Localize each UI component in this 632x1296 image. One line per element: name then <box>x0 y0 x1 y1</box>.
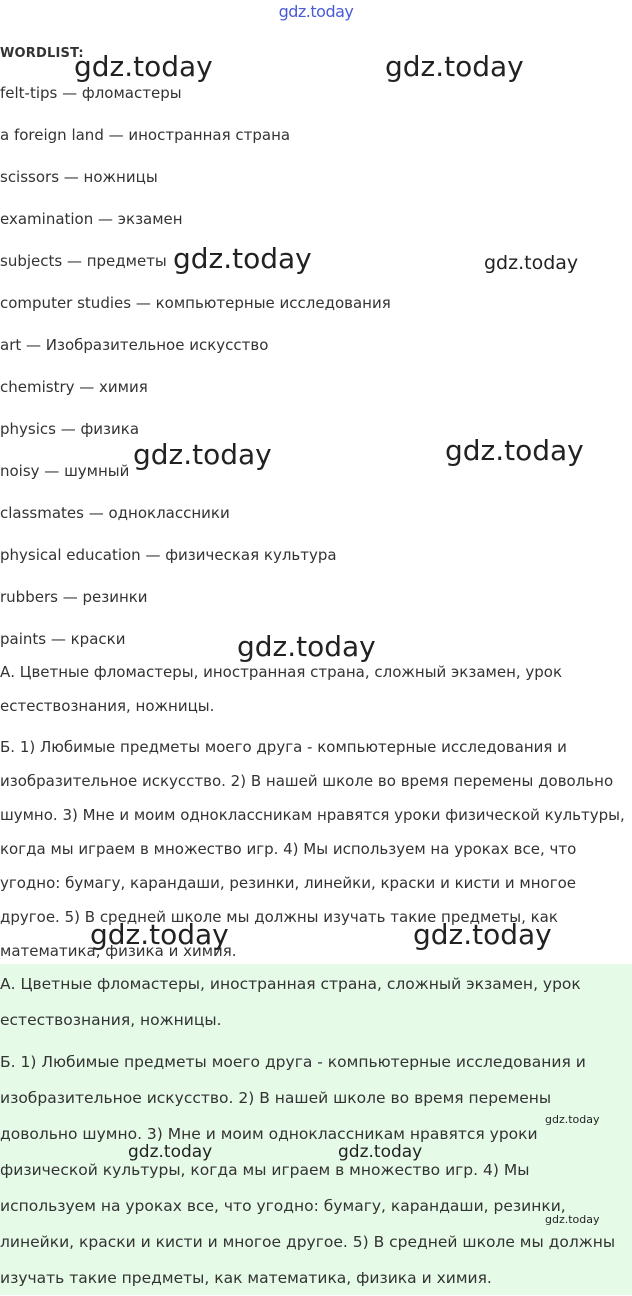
wordlist-item: art — Изобразительное искусство <box>0 336 269 354</box>
watermark: gdz.today <box>237 630 376 663</box>
wordlist-heading: WORDLIST: <box>0 46 84 61</box>
highlighted-answer-b: Б. 1) Любимые предметы моего друга - компьютерные исследования и изобразительное искусство. 2) В нашей школе во время перемены довольно шумно. 3) Мне и моим одноклассникам нравятся уроки физической культуры, когда мы играем в множество игр. 4) Мы используем на уроках все, что угодно: бумагу, карандаши, резинки, линейки, краски и кисти и многое другое. 5) В средней школе мы должны изучать такие предметы, как математика, физика и химия. <box>0 1053 616 1287</box>
watermark: gdz.today <box>338 1142 423 1162</box>
watermark: gdz.today <box>385 50 524 83</box>
wordlist-item: subjects — предметы <box>0 252 167 270</box>
wordlist-item: rubbers — резинки <box>0 588 148 606</box>
wordlist-item: physical education — физическая культура <box>0 546 337 564</box>
watermark: gdz.today <box>128 1142 213 1162</box>
answer-a-paragraph: А. Цветные фломастеры, иностранная страна, сложный экзамен, урок естествознания, ножницы. <box>0 663 563 715</box>
watermark: gdz.today <box>545 1213 600 1226</box>
watermark: gdz.today <box>484 252 579 274</box>
wordlist-item: computer studies — компьютерные исследования <box>0 294 391 312</box>
wordlist-item: physics — физика <box>0 420 140 438</box>
wordlist-item: a foreign land — иностранная страна <box>0 126 291 144</box>
watermark: gdz.today <box>133 438 272 471</box>
site-logo[interactable]: gdz.today <box>278 2 354 21</box>
watermark: gdz.today <box>445 434 584 467</box>
highlighted-answer-box <box>0 964 632 1295</box>
wordlist-item: paints — краски <box>0 630 126 648</box>
watermark: gdz.today <box>173 242 312 275</box>
wordlist-item: noisy — шумный <box>0 462 130 480</box>
answer-b-paragraph: Б. 1) Любимые предметы моего друга - компьютерные исследования и изобразительное искусство. 2) В нашей школе во время перемены довольно шумно. 3) Мне и моим одноклассникам нравятся уроки физической культуры, когда мы играем в множество игр. 4) Мы используем на уроках все, что угодно: бумагу, карандаши, резинки, линейки, краски и кисти и многое другое. 5) В средней школе мы должны изучать такие предметы, как математика, физика и химия. <box>0 738 625 960</box>
highlighted-answer-a: А. Цветные фломастеры, иностранная страна, сложный экзамен, урок естествознания, ножницы. <box>0 975 581 1029</box>
wordlist-item: chemistry — химия <box>0 378 148 396</box>
watermark: gdz.today <box>90 918 229 951</box>
watermark: gdz.today <box>545 1113 600 1126</box>
wordlist-item: examination — экзамен <box>0 210 183 228</box>
watermark: gdz.today <box>413 918 552 951</box>
wordlist-item: scissors — ножницы <box>0 168 158 186</box>
wordlist-item: felt-tips — фломастеры <box>0 84 182 102</box>
wordlist-item: classmates — одноклассники <box>0 504 230 522</box>
watermark: gdz.today <box>74 50 213 83</box>
